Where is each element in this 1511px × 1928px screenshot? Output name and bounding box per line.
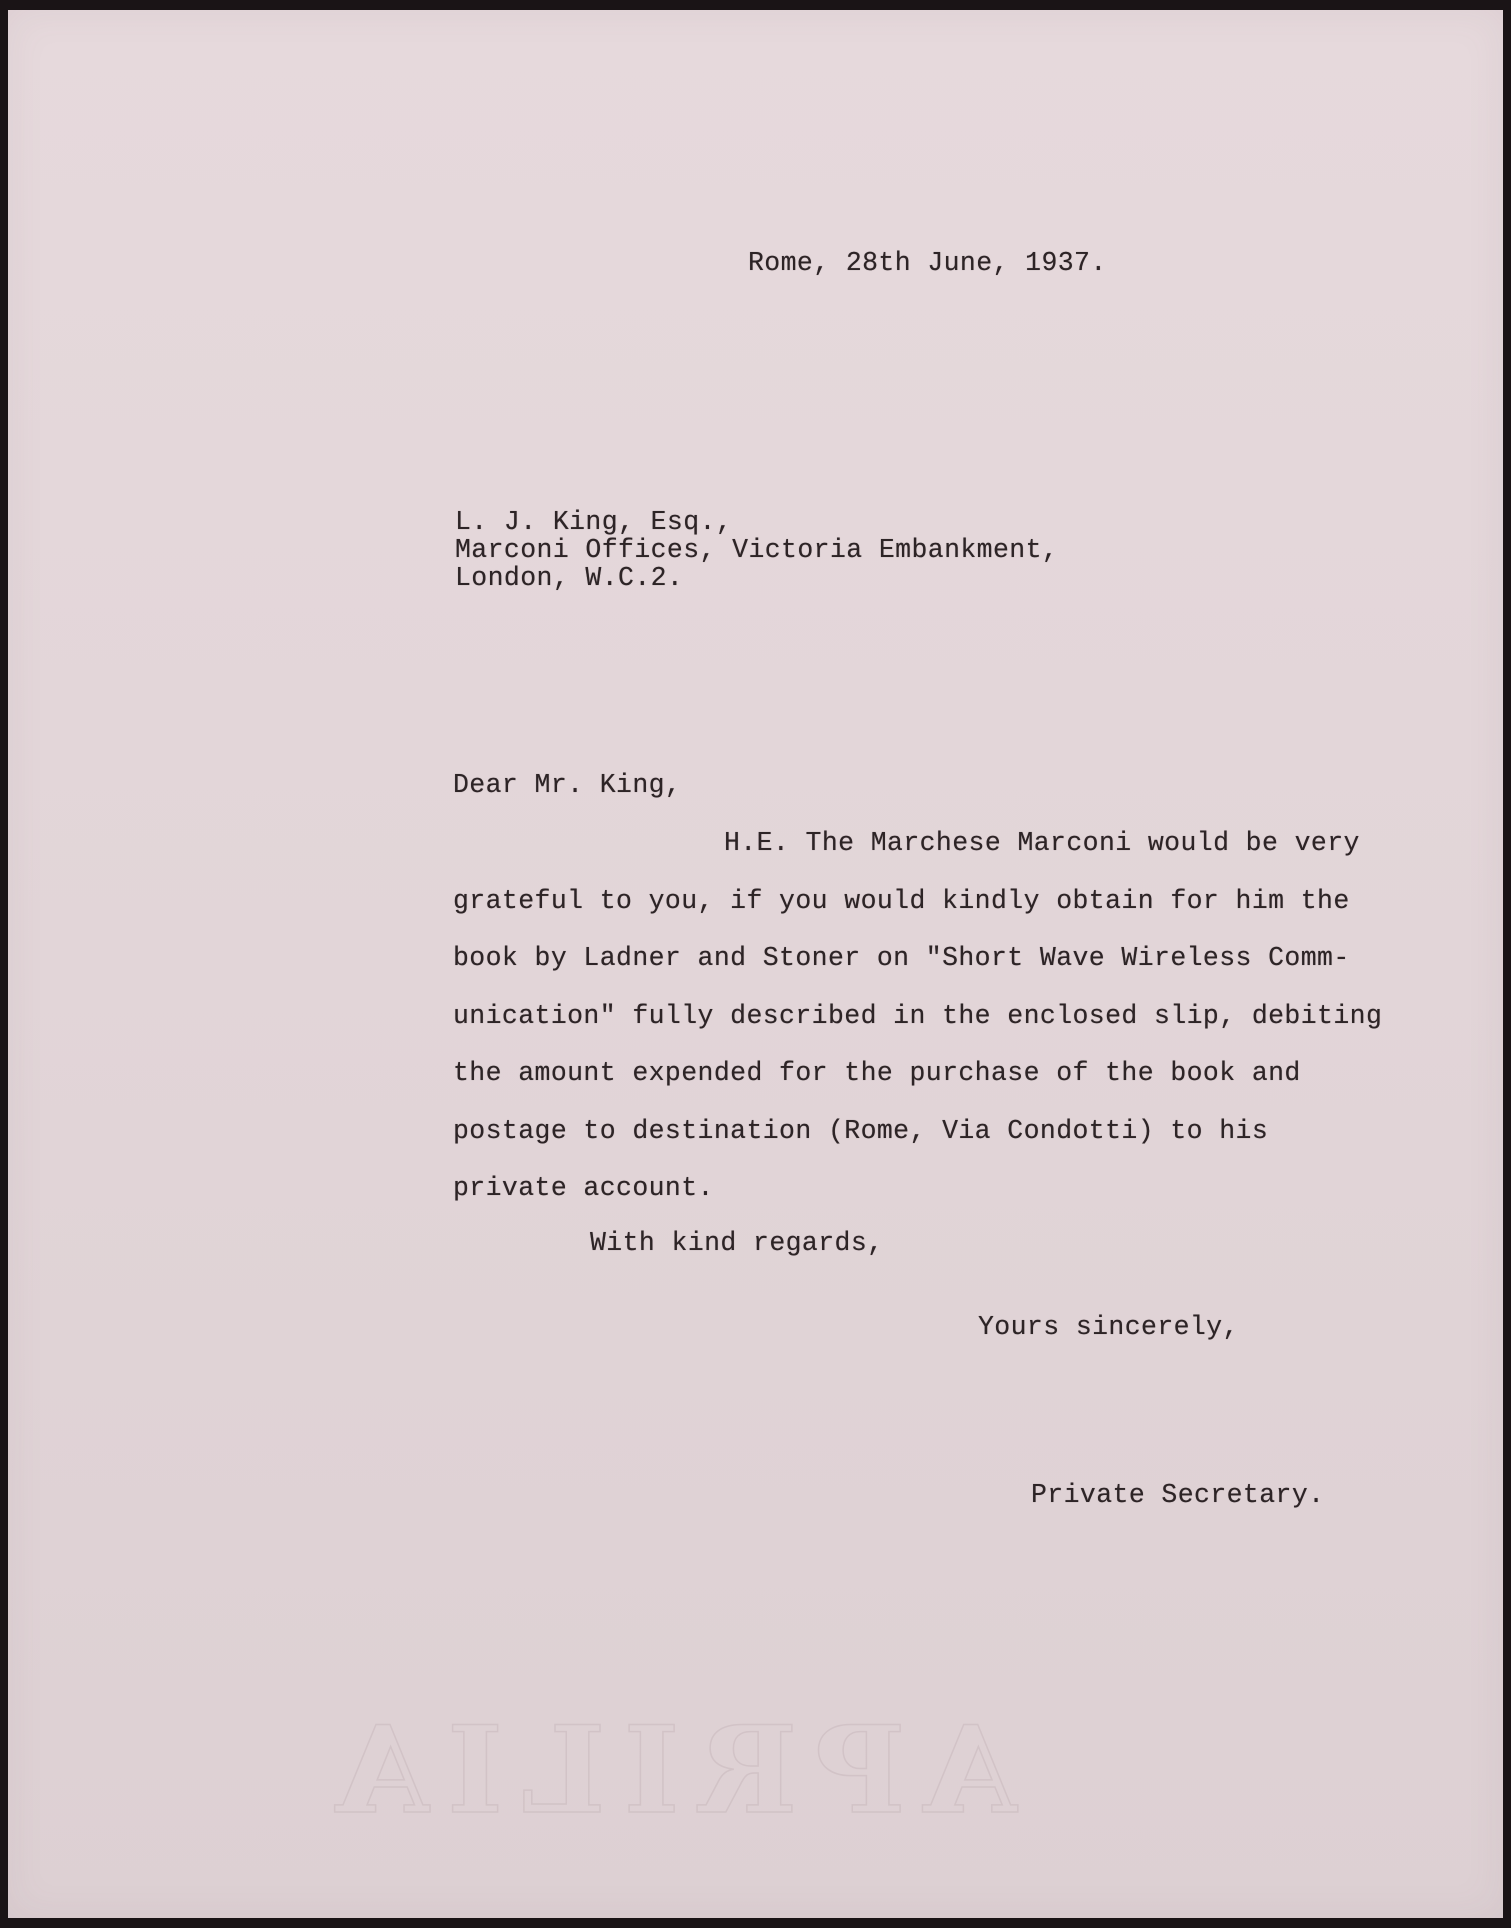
letter-page (8, 10, 1503, 1918)
body-line: grateful to you, if you would kindly obtain for him the (453, 886, 1350, 916)
body-line: private account. (453, 1173, 714, 1203)
paper-watermark: APRILIA (318, 1700, 1017, 1841)
signature-title: Private Secretary. (1031, 1480, 1325, 1510)
regards-line: With kind regards, (590, 1228, 884, 1258)
salutation: Dear Mr. King, (453, 770, 682, 800)
body-line: unication" fully described in the enclosed slip, debiting (453, 1001, 1383, 1031)
recipient-city: London, W.C.2. (455, 563, 684, 593)
letter-date: Rome, 28th June, 1937. (748, 248, 1107, 278)
recipient-name: L. J. King, Esq., (455, 507, 733, 537)
body-line: H.E. The Marchese Marconi would be very (724, 828, 1360, 858)
body-line: the amount expended for the purchase of the book and (453, 1058, 1301, 1088)
recipient-address-line: Marconi Offices, Victoria Embankment, (455, 535, 1059, 565)
body-line: book by Ladner and Stoner on "Short Wave Wireless Comm- (453, 943, 1350, 973)
body-line: postage to destination (Rome, Via Condotti) to his (453, 1116, 1269, 1146)
closing-line: Yours sincerely, (978, 1312, 1239, 1342)
